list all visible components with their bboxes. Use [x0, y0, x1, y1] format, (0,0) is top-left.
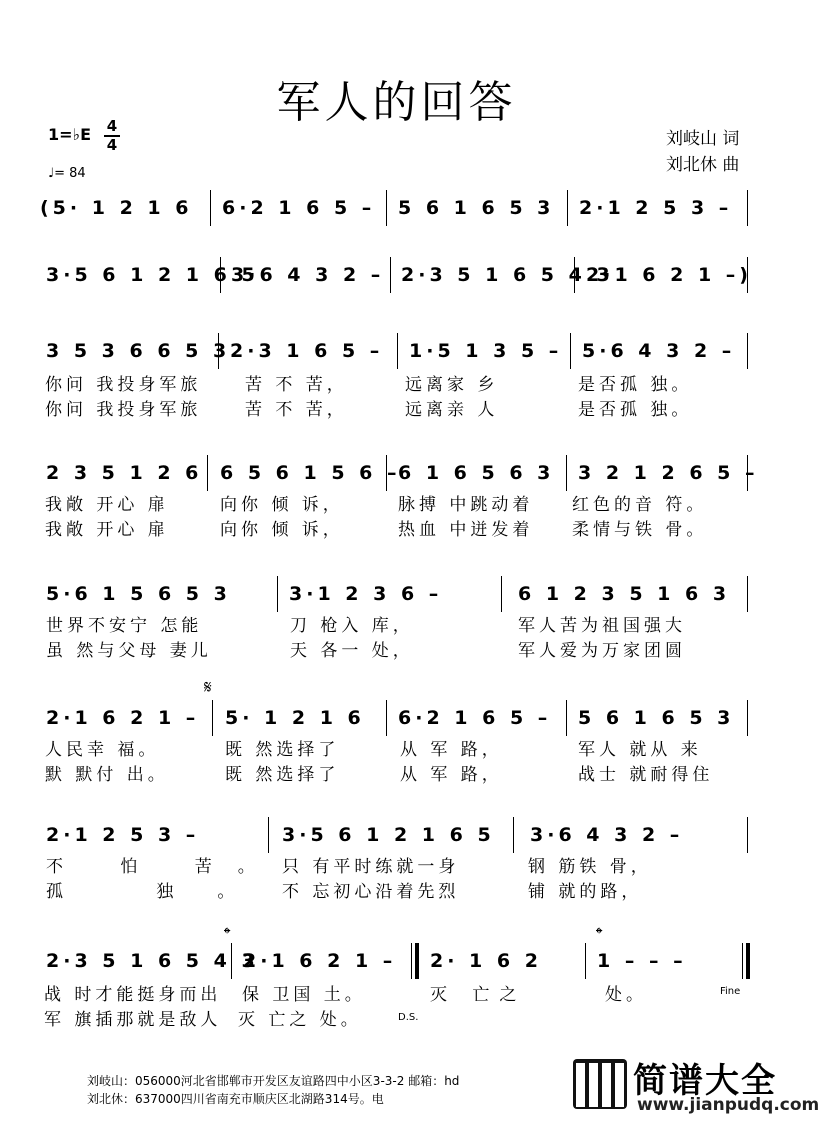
measure: 2·3 5 1 6 5 4 3: [46, 950, 259, 972]
lyric: 脉搏 中跳动着: [398, 495, 534, 515]
lyric: 你问 我投身军旅: [45, 375, 202, 395]
lyric: 我敞 开心 扉: [45, 520, 169, 540]
lyric: 是否孤 独。: [578, 400, 693, 420]
lyric: 苦 不 苦，: [245, 375, 348, 395]
lyric: 战士 就耐得住: [578, 765, 714, 785]
measure: 6 1 6 5 6 3: [398, 462, 555, 484]
measure: 3 5 3 6 6 5 3: [46, 340, 231, 362]
measure: 2·1 6 2 1 –): [586, 264, 752, 286]
measure: 2·1 2 5 3 –: [46, 824, 200, 846]
song-title: 军人的回答: [276, 77, 517, 128]
lyric: 战 时才能挺身而出: [44, 985, 222, 1005]
time-signature-bottom: 4: [106, 136, 118, 154]
piano-keys-icon: [573, 1059, 627, 1109]
key-signature: 1=♭E: [48, 125, 92, 144]
measure: 3·6 4 3 2 –: [231, 264, 385, 286]
time-signature-top: 4: [106, 117, 118, 135]
measure: 1·5 1 3 5 –: [409, 340, 563, 362]
lyricist-credit: 刘岐山 词: [666, 129, 740, 149]
lyric: 处。: [605, 985, 647, 1005]
lyric: 从 军 路，: [400, 740, 503, 760]
measure: 3·5 6 1 2 1 6 5: [282, 824, 495, 846]
lyric: 红色的音 符。: [572, 495, 708, 515]
lyric: 军人爱为万家团圆: [518, 641, 686, 661]
measure: 1 – – –: [597, 950, 687, 972]
measure: 6·2 1 6 5 –: [222, 197, 376, 219]
measure: 6·2 1 6 5 –: [398, 707, 552, 729]
lyric: 铺 就的路，: [528, 882, 643, 902]
coda-icon: 𝄌: [224, 924, 231, 945]
footer-contact-composer: 刘北休：637000四川省南充市顺庆区北湖路314号。电: [87, 1092, 384, 1106]
lyric: 孤 独。: [46, 882, 279, 902]
lyric: 军人苦为祖国强大: [518, 616, 686, 636]
site-logo[interactable]: [573, 1053, 819, 1115]
logo-title: 简谱大全: [633, 1061, 777, 1101]
lyric: 默 默付 出。: [45, 765, 169, 785]
logo-url[interactable]: www.jianpudq.com: [637, 1095, 819, 1115]
lyric: 刀 枪入 库，: [290, 616, 414, 636]
segno-icon: 𝄋: [204, 677, 212, 698]
measure: 5 6 1 6 5 3: [578, 707, 735, 729]
lyric: 军人 就从 来: [578, 740, 702, 760]
measure: 2·1 2 5 3 –: [579, 197, 733, 219]
lyric: 不 怕 苦。: [46, 857, 281, 877]
lyric: 人民幸 福。: [45, 740, 160, 760]
footer-contact-lyricist: 刘岐山：056000河北省邯郸市开发区友谊路四中小区3-3-2 邮箱：hd: [87, 1074, 460, 1088]
ds-marking: D.S.: [398, 1012, 419, 1023]
tempo-marking: ♩= 84: [48, 166, 86, 181]
lyric: 向你 倾 诉，: [220, 495, 344, 515]
lyric: 柔情与铁 骨。: [572, 520, 708, 540]
measure: 3·1 2 3 6 –: [289, 583, 443, 605]
coda-icon: 𝄌: [596, 924, 603, 945]
measure: 2·3 1 6 5 –: [230, 340, 384, 362]
measure: 2·1 6 2 1 –: [46, 707, 200, 729]
lyric: 天 各一 处，: [290, 641, 414, 661]
repeat-barline: [411, 943, 412, 979]
lyric: 远离家 乡: [405, 375, 499, 395]
fine-marking: Fine: [720, 986, 741, 997]
measure: 6 1 2 3 5 1 6 3: [518, 583, 731, 605]
measure: 5· 1 2 1 6: [225, 707, 365, 729]
time-signature: [104, 119, 120, 153]
lyric: 远离亲 人: [405, 400, 499, 420]
lyric: 热血 中迸发着: [398, 520, 534, 540]
lyric: 你问 我投身军旅: [45, 400, 202, 420]
measure: 2· 1 6 2: [430, 950, 542, 972]
lyric: 从 军 路，: [400, 765, 503, 785]
lyric: 苦 不 苦，: [245, 400, 348, 420]
lyric: 保 卫国 土。: [242, 985, 366, 1005]
composer-credit: 刘北休 曲: [666, 155, 740, 175]
measure: 2 3 5 1 2 6: [46, 462, 203, 484]
lyric: 我敞 开心 扉: [45, 495, 169, 515]
measure: (5· 1 2 1 6: [40, 197, 193, 219]
measure: 5·6 4 3 2 –: [582, 340, 736, 362]
lyric: 灭 亡之: [430, 985, 527, 1005]
lyric: 虽 然与父母 妻儿: [46, 641, 212, 661]
measure: 3·6 4 3 2 –: [530, 824, 684, 846]
lyric: 军 旗插那就是敌人: [44, 1010, 222, 1030]
lyric: 是否孤 独。: [578, 375, 693, 395]
final-barline: [742, 943, 743, 979]
measure: 2·1 6 2 1 –: [243, 950, 397, 972]
lyric: 向你 倾 诉，: [220, 520, 344, 540]
lyric: 只 有平时练就一身: [282, 857, 460, 877]
lyric: 钢 筋铁 骨，: [528, 857, 652, 877]
measure: 3·5 6 1 2 1 6 5: [46, 264, 259, 286]
measure: 5 6 1 6 5 3: [398, 197, 555, 219]
measure: 6 5 6 1 5 6 –: [220, 462, 401, 484]
lyric: 世界不安宁 怎能: [46, 616, 203, 636]
measure: 3 2 1 2 6 5 –: [578, 462, 759, 484]
measure: 5·6 1 5 6 5 3: [46, 583, 231, 605]
measure: 2·3 5 1 6 5 4 3: [401, 264, 614, 286]
lyric: 既 然选择了: [225, 740, 340, 760]
lyric: 灭 亡之 处。: [238, 1010, 362, 1030]
lyric: 不 忘初心沿着先烈: [282, 882, 460, 902]
lyric: 既 然选择了: [225, 765, 340, 785]
